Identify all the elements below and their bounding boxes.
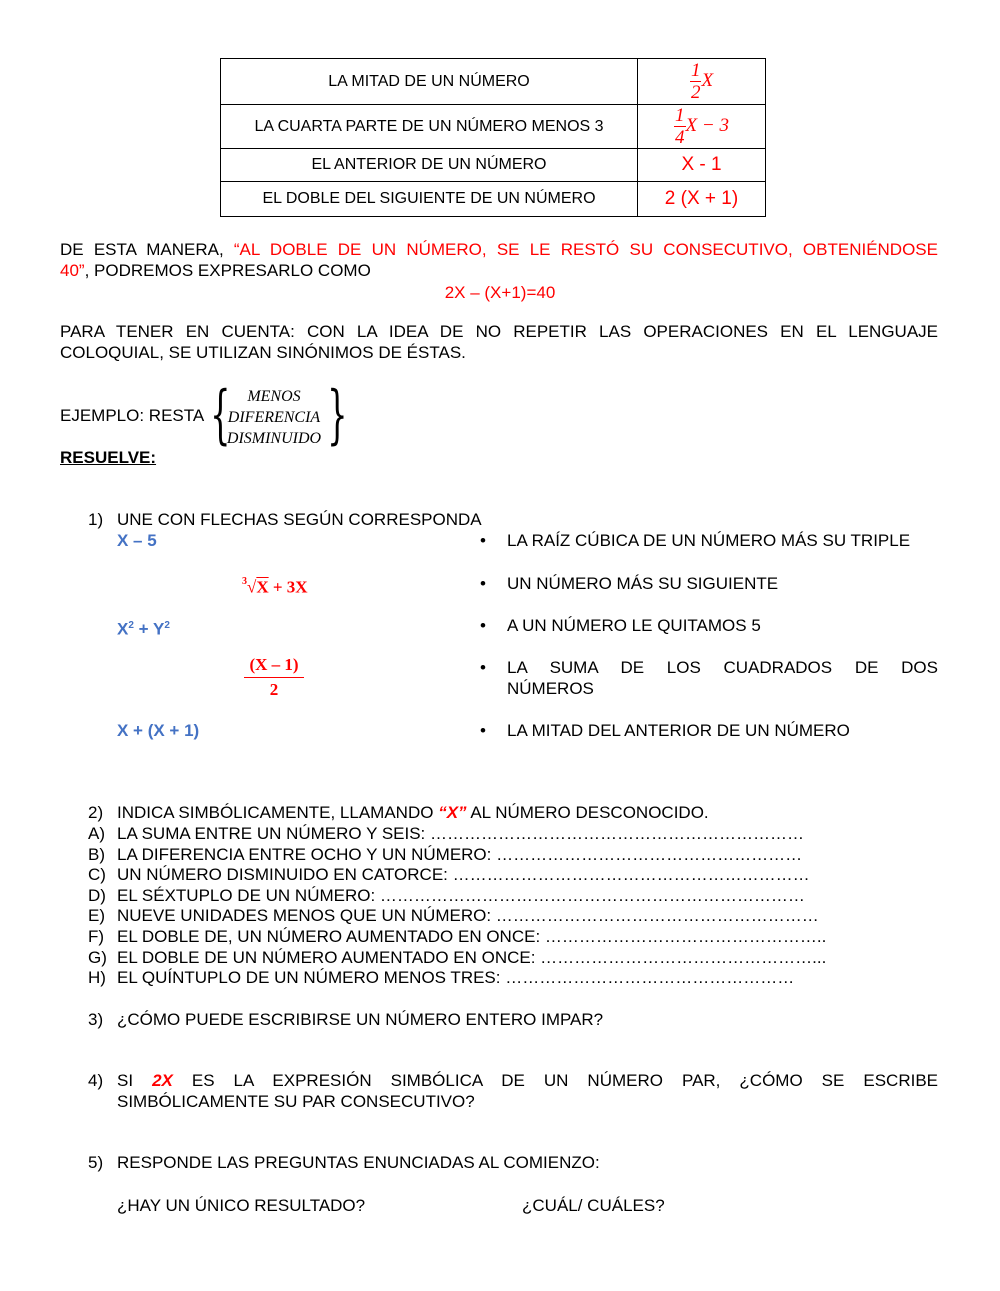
table-row bbox=[221, 182, 766, 217]
table-cell-expression: $\frac{1}{4}$ X − 3 bbox=[638, 105, 766, 149]
list-item: C) UN NÚMERO DISMINUIDO EN CATORCE: ……………………………………………………… bbox=[88, 865, 810, 885]
bullet-icon: • bbox=[480, 531, 486, 550]
list-item: A) LA SUMA ENTRE UN NÚMERO Y SEIS: ………………………………………………………… bbox=[88, 824, 805, 843]
q1-right-item: • LA RAÍZ CÚBICA DE UN NÚMERO MÁS SU TRIPLE bbox=[480, 531, 911, 550]
note-line-1: PARA TENER EN CUENTA: CON LA IDEA DE NO REPETIR LAS OPERACIONES EN EL LENGUAJE bbox=[60, 322, 938, 341]
list-item: F) EL DOBLE DE, UN NÚMERO AUMENTADO EN ONCE: ………………………………………….. bbox=[88, 926, 827, 946]
table-cell-expression: X - 1 bbox=[638, 149, 766, 182]
q1-right-item: • LA MITAD DEL ANTERIOR DE UN NÚMERO bbox=[480, 721, 850, 740]
note-line-2: COLOQUIAL, SE UTILIZAN SINÓNIMOS DE ÉSTAS. bbox=[60, 343, 466, 362]
q2-title: INDICA SIMBÓLICAMENTE, LLAMANDO “X” AL NÚMERO DESCONOCIDO. bbox=[117, 803, 709, 822]
list-item: B) LA DIFERENCIA ENTRE OCHO Y UN NÚMERO: ……………………………………………… bbox=[88, 844, 803, 864]
table-cell-expression: $\frac{1}{2}$ X bbox=[638, 59, 766, 105]
q5-ask-2: ¿CUÁL/ CUÁLES? bbox=[522, 1196, 665, 1215]
q3-number: 3) bbox=[88, 1010, 104, 1029]
fraction: $\frac{1}{4}$ bbox=[675, 105, 685, 148]
table-row bbox=[221, 149, 766, 182]
radical-icon: √ bbox=[247, 577, 257, 597]
example-label: EJEMPLO: RESTA bbox=[60, 406, 205, 425]
q4-line-2: SIMBÓLICAMENTE SU PAR CONSECUTIVO? bbox=[117, 1092, 475, 1111]
q4-number: 4) bbox=[88, 1071, 104, 1090]
q4-line-1: SI 2X ES LA EXPRESIÓN SIMBÓLICA DE UN NÚMERO PAR, ¿CÓMO SE ESCRIBE bbox=[117, 1071, 938, 1090]
q1-left-a: X – 5 bbox=[117, 531, 157, 550]
table-cell-description: LA CUARTA PARTE DE UN NÚMERO MENOS 3 bbox=[221, 105, 638, 149]
q3-text: ¿CÓMO PUEDE ESCRIBIRSE UN NÚMERO ENTERO IMPAR? bbox=[117, 1010, 604, 1029]
q5-ask-1: ¿HAY UN ÚNICO RESULTADO? bbox=[117, 1196, 366, 1215]
bullet-icon: • bbox=[480, 574, 486, 593]
right-brace-icon: } bbox=[327, 378, 348, 452]
table-row bbox=[221, 59, 766, 105]
bullet-icon: • bbox=[480, 616, 486, 635]
q2-number: 2) bbox=[88, 803, 104, 822]
q1-title: UNE CON FLECHAS SEGÚN CORRESPONDA bbox=[117, 510, 482, 529]
table-cell-expression: 2 (X + 1) bbox=[638, 182, 766, 217]
bullet-icon: • bbox=[480, 658, 486, 677]
q1-right-item: • A UN NÚMERO LE QUITAMOS 5 bbox=[480, 616, 761, 635]
synonyms-list: MENOS DIFERENCIA DISMINUIDO bbox=[226, 388, 322, 447]
intro-line-1: DE ESTA MANERA, “AL DOBLE DE UN NÚMERO, SE LE RESTÓ SU CONSECUTIVO, OBTENIÉNDOSE bbox=[60, 240, 938, 259]
intro-line-2: 40”, PODREMOS EXPRESARLO COMO bbox=[60, 261, 371, 280]
q1-left-e: X + (X + 1) bbox=[117, 721, 200, 740]
q2-items-list bbox=[88, 823, 948, 988]
list-item: G) EL DOBLE DE UN NÚMERO AUMENTADO EN ONCE: …………………………………………... bbox=[88, 947, 827, 967]
q1-right-item: • UN NÚMERO MÁS SU SIGUIENTE bbox=[480, 574, 779, 593]
table-row bbox=[221, 105, 766, 149]
q1-number: 1) bbox=[88, 510, 104, 529]
q5-text: RESPONDE LAS PREGUNTAS ENUNCIADAS AL COMIENZO: bbox=[117, 1153, 600, 1172]
q1-right-item: • LA SUMA DE LOS CUADRADOS DE DOS NÚMEROS bbox=[480, 658, 938, 698]
intro-equation: 2X – (X+1)=40 bbox=[444, 283, 556, 302]
bullet-icon: • bbox=[480, 721, 486, 740]
q5-number: 5) bbox=[88, 1153, 104, 1172]
left-brace-icon: { bbox=[210, 378, 231, 452]
table-cell-description: LA MITAD DE UN NÚMERO bbox=[221, 59, 638, 105]
list-item: E) NUEVE UNIDADES MENOS QUE UN NÚMERO: ………………………………………………… bbox=[88, 906, 819, 926]
q1-left-b: $^3$√X + 3X bbox=[242, 576, 308, 597]
table-cell-description: EL ANTERIOR DE UN NÚMERO bbox=[221, 149, 638, 182]
q1-left-c: $X^2 + Y^2$ bbox=[117, 619, 170, 639]
table-cell-description: EL DOBLE DEL SIGUIENTE DE UN NÚMERO bbox=[221, 182, 638, 217]
q1-left-d: (X – 1) 2 bbox=[244, 655, 304, 700]
fraction: $\frac{1}{2}$ bbox=[690, 60, 701, 103]
list-item: D) EL SÉXTUPLO DE UN NÚMERO: ………………………………………………………………… bbox=[88, 885, 805, 905]
expressions-table bbox=[220, 58, 766, 217]
resuelve-heading: RESUELVE: bbox=[60, 448, 157, 467]
list-item: H) EL QUÍNTUPLO DE UN NÚMERO MENOS TRES: …………………………………………… bbox=[88, 968, 795, 988]
